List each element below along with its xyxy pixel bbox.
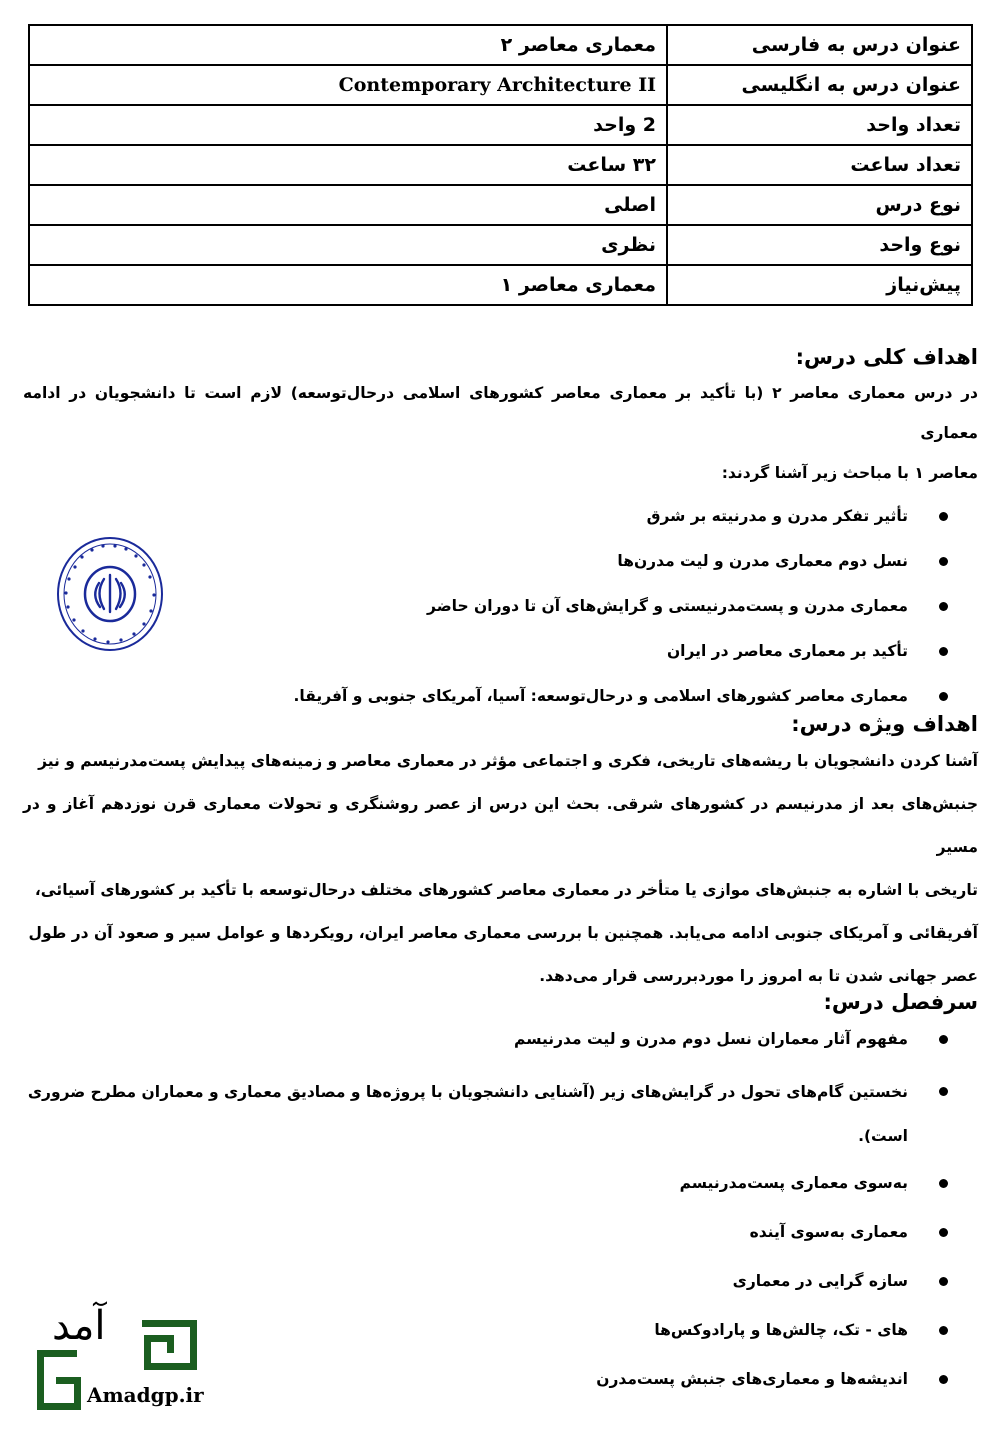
intro-line: معاصر ۱ با مباحث زیر آشنا گردند: [721, 464, 978, 482]
bullet-icon [939, 512, 948, 521]
logo-mark: آمد [52, 1303, 106, 1349]
row-label: پیش‌نیاز [667, 265, 972, 305]
paragraph-line: آشنا کردن دانشجویان با ریشه‌های تاریخی، فکری و اجتماعی مؤثر در معماری معاصر و زمینه‌های پیدایش پست‌مدرنیسم و نیز [38, 752, 978, 770]
table-row [29, 225, 972, 265]
item-text: به‌سوی معماری پست‌مدرنیسم [679, 1174, 908, 1192]
paragraph-line: آفریقائی و آمریکای جنوبی ادامه می‌یابد. همچنین با بررسی معماری معاصر ایران، رویکردها و عوامل سیر و صعود آن در طول [28, 924, 978, 942]
table-row [29, 265, 972, 305]
general-goals-heading: اهداف کلی درس: [795, 345, 978, 369]
row-label: تعداد ساعت [667, 145, 972, 185]
item-text: معماری مدرن و پست‌مدرنیستی و گرایش‌های آن تا دوران حاضر [427, 597, 908, 615]
list-item [23, 1213, 978, 1262]
table-row [29, 25, 972, 65]
bullet-icon [939, 1277, 948, 1286]
bullet-icon [939, 1375, 948, 1384]
list-item [23, 1070, 978, 1164]
item-text: تأکید بر معماری معاصر در ایران [666, 642, 908, 660]
specific-goals-heading: اهداف ویژه درس: [791, 712, 978, 736]
row-value: معماری معاصر ۱ [29, 265, 667, 305]
bullet-icon [939, 557, 948, 566]
table-row [29, 65, 972, 105]
list-item [23, 1164, 978, 1213]
row-label: نوع درس [667, 185, 972, 225]
row-value: معماری معاصر ۲ [29, 25, 667, 65]
row-label: تعداد واحد [667, 105, 972, 145]
row-value: ۳۲ ساعت [29, 145, 667, 185]
table-row [29, 145, 972, 185]
list-item [23, 587, 978, 632]
paragraph-line: عصر جهانی شدن تا به امروز را موردبررسی قرار می‌دهد. [539, 967, 978, 985]
bullet-icon [939, 1179, 948, 1188]
item-text: مفهوم آثار معماران نسل دوم مدرن و لیت مدرنیسم [514, 1030, 908, 1048]
row-value: 2 واحد [29, 105, 667, 145]
general-goals-section [23, 345, 978, 722]
bullet-icon [939, 692, 948, 701]
row-value [29, 65, 667, 105]
item-text: نسل دوم معماری مدرن و لیت مدرن‌ها [617, 552, 908, 570]
table-row [29, 185, 972, 225]
syllabus-heading: سرفصل درس: [823, 990, 978, 1014]
bullet-icon [939, 1326, 948, 1335]
row-value: اصلی [29, 185, 667, 225]
item-text: های - تک، چالش‌ها و پارادوکس‌ها [654, 1321, 908, 1339]
item-text: معماری معاصر کشورهای اسلامی و درحال‌توسعه: آسیا، آمریکای جنوبی و آفریقا. [293, 687, 908, 705]
bullet-icon [939, 1087, 948, 1096]
intro-line: در درس معماری معاصر ۲ (با تأکید بر معماری معاصر کشورهای اسلامی درحال‌توسعه) لازم است تا دانشجویان در ادامه معماری [23, 384, 978, 442]
english-title: Contemporary Architecture II [338, 74, 656, 96]
course-info-table [28, 24, 973, 306]
bullet-icon [939, 647, 948, 656]
item-text: اندیشه‌ها و معماری‌های جنبش پست‌مدرن [596, 1370, 908, 1388]
item-text: نخستین گام‌های تحول در گرایش‌های زیر (آشنایی دانشجویان با پروژه‌ها و مصادیق معماری و معماران مطرح ضروری [27, 1083, 908, 1101]
logo-text: Amadgp.ir [87, 1383, 204, 1407]
specific-goals-section [23, 712, 978, 998]
item-text: معماری به‌سوی آینده [749, 1223, 908, 1241]
bullet-icon [939, 1228, 948, 1237]
specific-goals-paragraph [23, 740, 978, 998]
list-item [23, 1262, 978, 1311]
list-item [23, 497, 978, 542]
list-item [23, 1018, 978, 1070]
row-value: نظری [29, 225, 667, 265]
row-label: عنوان درس به انگلیسی [667, 65, 972, 105]
list-item [23, 632, 978, 677]
bullet-icon [939, 1035, 948, 1044]
ministry-stamp-icon [55, 535, 165, 653]
general-goals-intro [23, 373, 978, 493]
row-label: عنوان درس به فارسی [667, 25, 972, 65]
item-text: سازه گرایی در معماری [732, 1272, 908, 1290]
paragraph-line: جنبش‌های بعد از مدرنیسم در کشورهای شرقی. بحث این درس از عصر روشنگری و تحولات معماری قرن نوزدهم آغاز و در مسیر [23, 795, 978, 856]
paragraph-line: تاریخی با اشاره به جنبش‌های موازی یا متأخر در معماری معاصر کشورهای مختلف درحال‌توسعه با تأکید بر کشورهای آسیائی، [34, 881, 978, 899]
item-text: تأثیر تفکر مدرن و مدرنیته بر شرق [646, 507, 908, 525]
list-item [23, 542, 978, 587]
general-goals-list [23, 497, 978, 722]
bullet-icon [939, 602, 948, 611]
item-text: است). [858, 1127, 908, 1145]
row-label: نوع واحد [667, 225, 972, 265]
amadgp-logo [32, 1305, 202, 1417]
table-row [29, 105, 972, 145]
